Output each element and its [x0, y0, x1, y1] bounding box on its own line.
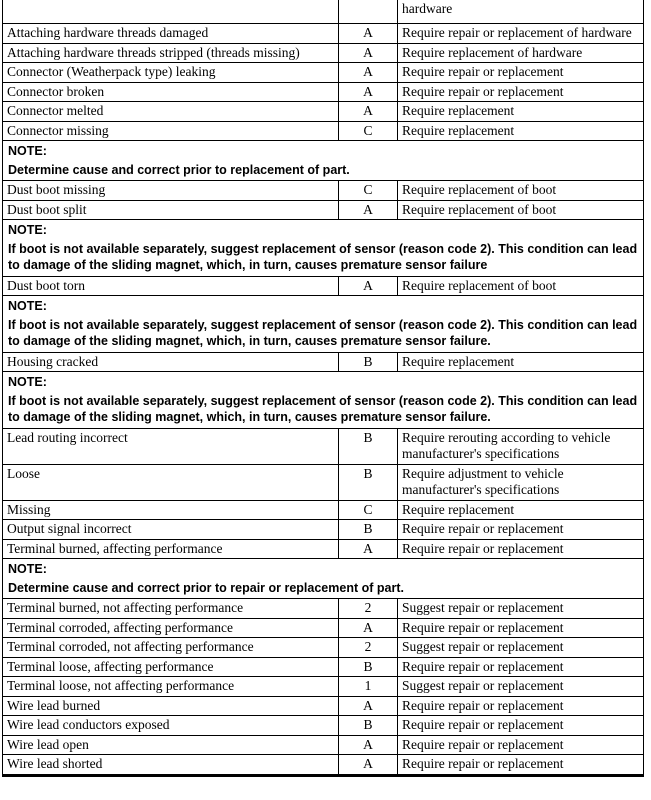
reason-code-cell: A	[339, 539, 398, 559]
action-cell: Require repair or replacement	[398, 539, 644, 559]
note-text: If boot is not available separately, suggest replacement of sensor (reason code 2). This condition can lead to damage of the sliding magnet, which, in turn, causes premature sensor failure	[8, 241, 638, 272]
action-cell: hardware	[398, 0, 644, 24]
reason-code-cell: B	[339, 716, 398, 736]
condition-cell: Wire lead burned	[3, 696, 339, 716]
condition-cell: Connector missing	[3, 121, 339, 141]
reason-code-cell: C	[339, 181, 398, 201]
reason-code-cell: B	[339, 657, 398, 677]
table-row	[3, 24, 644, 44]
condition-cell: Output signal incorrect	[3, 520, 339, 540]
reason-code-cell: 2	[339, 638, 398, 658]
condition-cell: Wire lead shorted	[3, 755, 339, 776]
table-row-continuation	[3, 0, 644, 24]
condition-cell: Terminal burned, not affecting performance	[3, 599, 339, 619]
condition-cell: Dust boot split	[3, 200, 339, 220]
note-row	[3, 559, 644, 599]
reason-code-cell: A	[339, 755, 398, 776]
condition-cell: Missing	[3, 500, 339, 520]
note-row	[3, 220, 644, 277]
table-row	[3, 539, 644, 559]
table-row	[3, 638, 644, 658]
condition-cell: Terminal loose, not affecting performance	[3, 677, 339, 697]
condition-cell: Wire lead conductors exposed	[3, 716, 339, 736]
action-cell: Require rerouting according to vehicle manufacturer's specifications	[398, 428, 644, 464]
table-row	[3, 696, 644, 716]
table-row	[3, 618, 644, 638]
reason-code-cell: A	[339, 63, 398, 83]
note-row	[3, 141, 644, 181]
condition-cell: Housing cracked	[3, 352, 339, 372]
table-row	[3, 520, 644, 540]
reason-code-cell: A	[339, 200, 398, 220]
action-cell: Require replacement	[398, 102, 644, 122]
note-cell	[3, 559, 644, 599]
table-row	[3, 657, 644, 677]
table-row	[3, 121, 644, 141]
action-cell: Suggest repair or replacement	[398, 599, 644, 619]
reason-code-cell: 1	[339, 677, 398, 697]
condition-cell: Wire lead open	[3, 735, 339, 755]
action-cell: Require replacement of boot	[398, 181, 644, 201]
table-row	[3, 500, 644, 520]
note-text: Determine cause and correct prior to replacement of part.	[8, 162, 350, 177]
action-cell: Require replacement of boot	[398, 276, 644, 296]
action-cell: Require repair or replacement	[398, 82, 644, 102]
table-row	[3, 102, 644, 122]
table-row	[3, 464, 644, 500]
note-row	[3, 296, 644, 353]
table-row	[3, 63, 644, 83]
note-row	[3, 372, 644, 429]
reason-code-cell: A	[339, 618, 398, 638]
condition-cell: Loose	[3, 464, 339, 500]
note-text: If boot is not available separately, suggest replacement of sensor (reason code 2). This condition can lead to damage of the sliding magnet, which, in turn, causes premature sensor failure.	[8, 393, 638, 424]
note-label: NOTE:	[8, 223, 47, 237]
table-row	[3, 276, 644, 296]
condition-cell: Terminal corroded, not affecting performance	[3, 638, 339, 658]
condition-reason-action-table	[2, 0, 644, 777]
reason-code-cell: A	[339, 43, 398, 63]
note-text: Determine cause and correct prior to repair or replacement of part.	[8, 580, 404, 595]
reason-code-cell: C	[339, 500, 398, 520]
action-cell: Require repair or replacement	[398, 657, 644, 677]
condition-cell: Lead routing incorrect	[3, 428, 339, 464]
reason-code-cell: B	[339, 352, 398, 372]
reason-code-cell: A	[339, 102, 398, 122]
action-cell: Suggest repair or replacement	[398, 677, 644, 697]
table-row	[3, 43, 644, 63]
action-cell: Require replacement of boot	[398, 200, 644, 220]
reason-code-cell: A	[339, 24, 398, 44]
action-cell: Require replacement	[398, 121, 644, 141]
condition-cell: Dust boot torn	[3, 276, 339, 296]
reason-code-cell: A	[339, 696, 398, 716]
table-row	[3, 200, 644, 220]
action-cell: Require repair or replacement	[398, 755, 644, 776]
condition-cell: Terminal loose, affecting performance	[3, 657, 339, 677]
condition-cell: Terminal corroded, affecting performance	[3, 618, 339, 638]
action-cell: Require repair or replacement	[398, 618, 644, 638]
condition-cell: Attaching hardware threads stripped (threads missing)	[3, 43, 339, 63]
action-cell: Require replacement of hardware	[398, 43, 644, 63]
action-cell: Require replacement	[398, 500, 644, 520]
note-label: NOTE:	[8, 299, 47, 313]
reason-code-cell: B	[339, 428, 398, 464]
action-cell: Require repair or replacement	[398, 716, 644, 736]
condition-cell: Dust boot missing	[3, 181, 339, 201]
reason-code-cell: 2	[339, 599, 398, 619]
note-label: NOTE:	[8, 562, 47, 576]
table-row	[3, 755, 644, 776]
table-row	[3, 352, 644, 372]
note-cell	[3, 141, 644, 181]
note-cell	[3, 220, 644, 277]
action-cell: Require replacement	[398, 352, 644, 372]
note-label: NOTE:	[8, 375, 47, 389]
note-text: If boot is not available separately, suggest replacement of sensor (reason code 2). This condition can lead to damage of the sliding magnet, which, in turn, causes premature sensor failure.	[8, 317, 638, 348]
condition-cell: Connector broken	[3, 82, 339, 102]
action-cell: Require repair or replacement	[398, 520, 644, 540]
table-row	[3, 716, 644, 736]
table-row	[3, 599, 644, 619]
table-row	[3, 181, 644, 201]
action-cell: Require repair or replacement	[398, 696, 644, 716]
note-cell	[3, 372, 644, 429]
condition-cell: Terminal burned, affecting performance	[3, 539, 339, 559]
condition-cell: Connector (Weatherpack type) leaking	[3, 63, 339, 83]
note-cell	[3, 296, 644, 353]
table-row	[3, 735, 644, 755]
reason-code-cell: A	[339, 82, 398, 102]
action-cell: Suggest repair or replacement	[398, 638, 644, 658]
table-row	[3, 677, 644, 697]
action-cell: Require adjustment to vehicle manufacturer's specifications	[398, 464, 644, 500]
reason-code-cell: A	[339, 735, 398, 755]
action-cell: Require repair or replacement	[398, 63, 644, 83]
reason-code-cell: B	[339, 520, 398, 540]
condition-cell: Connector melted	[3, 102, 339, 122]
reason-code-cell: C	[339, 121, 398, 141]
reason-code-cell	[339, 0, 398, 24]
action-cell: Require repair or replacement	[398, 735, 644, 755]
condition-cell	[3, 0, 339, 24]
table-row	[3, 82, 644, 102]
action-cell: Require repair or replacement of hardware	[398, 24, 644, 44]
reason-code-cell: A	[339, 276, 398, 296]
table-row	[3, 428, 644, 464]
note-label: NOTE:	[8, 144, 47, 158]
reason-code-cell: B	[339, 464, 398, 500]
condition-cell: Attaching hardware threads damaged	[3, 24, 339, 44]
